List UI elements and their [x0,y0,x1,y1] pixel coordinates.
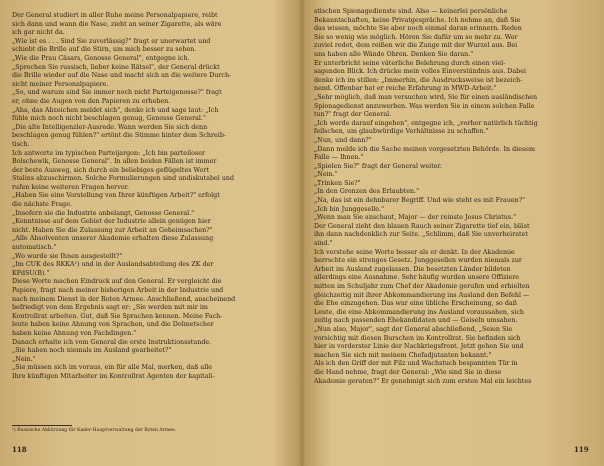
text-line: allerdings eine Ausnahme. Sehr häufig wurden unsere Offiziere [314,274,520,282]
text-line: KPdSU(B)." [12,269,50,277]
text-line: „Trinken Sie?" [314,179,361,187]
text-line: Er unterbricht seine väterliche Belehrung durch einen viel- [314,59,506,67]
text-line: rufen keine weiteren Fragen hervor. [12,183,129,191]
right-page [302,0,604,466]
text-line: beschlagen genug fühlen?" ertönt die Stimme hinter dem Schreib- [12,132,227,140]
text-line: Bekanntschaften, keine Privatgespräche. Ich nehme an, daß Sie [314,16,521,24]
text-line: „Ich werde darauf eingehen", entgegne ich, „vorher natürlich tüchtig [314,119,538,127]
text-line: „Nun, und dann?" [314,136,372,144]
text-line: Kontrollrat arbeiten. Gut, daß Sie Sprachen kennen. Meine Fach- [12,312,223,320]
text-line: „So, und warum sind Sie immer noch nicht Parteigenosse?" fragt [12,89,222,97]
text-line: „In den Grenzen des Erlaubten." [314,188,419,196]
text-line: „Ich bin Junggeselle." [314,205,384,213]
text-line: die Brille wieder auf die Nase und macht sich an die weitere Durch- [12,72,232,80]
text-line: „Dann melde ich die Sache meinen vorgesetzten Behörde. In diesem [314,145,536,153]
text-line: mitten im Schuljahr zum Chef der Akademie gerufen und erhielten [314,283,530,290]
text-line: nend. Offenbar hat er reiche Erfahrung in MWD-Arbeit." [314,85,497,93]
text-line: er, ohne die Augen von den Papieren zu erheben. [12,97,171,105]
text-line: gleichzeitig mit ihrer Abkommandierung ins Ausland den Befehl — [314,291,530,299]
text-line: „Wie die Prau Cäsars, Genosse General", entgegne ich. [12,54,190,62]
text-line: haben keine Ahnung von Fachdingen." [12,329,137,337]
text-line: Akademie geraten?" Er genehmigt sich zum ersten Mal ein leichtes [314,377,532,385]
text-line: feilschen, um glaubwürdige Verhältnisse zu schaffen." [314,128,489,136]
text-line: vorsichtig mit diesen Burschen im Kontrollrat. Sie befinden sich [314,334,521,342]
text-line: Bolschewik, Genosse General". In allen beiden Fällen ist immer [12,158,217,166]
text-line: „Wenn man Sie anschaut, Major — der reinste Jesus Christus." [314,214,517,222]
text-line: die Hand nehme, fragt der General: „Wie sind Sie in diese [314,368,502,376]
text-line: Ihre künftigen Mitarbeiter im Kontrollrat Agenten der kapitali- [12,372,215,380]
text-line: nicht. Haben Sie die Zulassung zur Arbeit an Geheimsachen?" [12,226,213,234]
text-line: Leute, die eine Abkommandierung ins Ausland voraussahen, sich [314,308,524,316]
text-line: Als ich den Griff der mit Filz und Wachstuch bespannten Tür in [314,360,518,368]
text-line: „Sie haben noch niemals im Ausland gearbeitet?" [12,347,172,355]
text-line: ihn dann nachdenklich zur Seite. „Schlimm, daß Sie unverheiratet [314,231,528,239]
text-line: die Ehe einzugehen. Das war eine übliche Erscheinung, so daß [314,300,517,308]
text-line: „Alle Absolventen unserer Akademie erhalten diese Zulassung [12,235,214,243]
text-line: automatisch." [12,244,57,252]
text-line: Diese Worte machen Eindruck auf den General. Er vergleicht die [12,278,222,286]
text-line: Der General studiert in aller Ruhe meine Personalpapiere, reibt [12,12,218,19]
text-line: die nächste Frage. [12,201,72,209]
text-line: uns haben alle Wände Ohren. Denken Sie daran." [314,50,474,58]
text-line: schiebt die Brille auf die Stirn, um mich besser zu sehen. [12,46,197,54]
text-line: machen Sie sich mit meinem Chefadjutanten bekannt." [314,351,492,359]
text-line: der beste Ausweg, sich durch ein beliebiges geflügeltes Wort [12,166,209,174]
right-page-body [314,8,588,386]
text-line: Ich antworte im typischen Parteijargon: „Ich bin parteiloser [12,149,205,157]
text-line: leute haben keine Ahnung von Sprachen, und die Dolmetscher [12,321,214,329]
footnote: ¹) Russische Abkürzung für Kader-Hauptverwaltung der Roten Armee. [12,428,177,433]
text-line: ich gar nicht da. [12,29,65,37]
text-line: „Sprechen Sie russisch, lieber keine Rätsel", der General drückt [12,63,220,71]
text-line: Papiere, fragt nach meiner bisherigen Arbeit in der Industrie und [12,287,224,294]
text-line: „Aha, das Abzeichen meldet sich", denke ich und sage laut: „Ich [12,106,219,114]
text-line: „Wo wurde sie Ihnen ausgestellt?" [12,252,123,260]
text-line: „Nun also, Major", sagt der General abschließend, „Seien Sie [314,325,513,333]
text-line: Danach erhalte ich vom General die erste Instruktionsstunde. [12,338,212,346]
text-line: hier in vorderster Linie der Nachkriegsfront. Jetzt gehen Sie und [314,343,524,351]
text-line: sicht meiner Personalpapiere. [12,80,109,88]
text-line: sich dann und wann die Nase, zieht an seiner Zigarette, als wäre [12,20,222,28]
text-line: „Sie müssen sich im voraus, ein für alle Mal, merken, daß alle [12,364,213,372]
text-line: „Nein." [12,355,36,363]
text-line: Der General zieht den blauen Rauch seiner Zigarette tief ein, bläst [314,222,530,230]
text-line: herrschte ein strenges Gesetz. Junggesellen wurden niemals zur [314,257,522,265]
page-number-left: 118 [12,445,27,454]
text-line: tun?" fragt der General. [314,111,392,119]
text-line: Arbeit im Ausland zugelassen. Die besetzten Länder bildeten [314,265,511,273]
text-line: „Na, das ist ein dehnbarer Begriff. Und wie steht es mit Frauen?" [314,197,526,205]
text-line: „Die alte Intelligenzler-Ausrede. Wann werden Sie sich denn [12,123,208,131]
text-line: Spionagedienst anzuwerben. Was werden Sie in einem solchen Falle [314,102,535,110]
left-page-body [12,12,290,382]
text-line: sagenden Blick. Ich drücke mein volles Einverständnis aus. Dabei [314,68,527,76]
text-line: stischen Spionagedienste sind. Also — keinerlei persönliche [314,8,508,15]
text-line: Ich verstehe seine Worte besser als er denkt. In der Akademie [314,248,515,256]
text-line: „Haben Sie eine Vorstellung von Ihrer künftigen Arbeit?" erfolgt [12,192,220,200]
text-line: befriedigt von dem Ergebnis sagt er: „Sie werden mit mir im [12,304,208,312]
text-line: „Insofern sie die Industrie anbelangt, Genosse General." [12,209,195,217]
text-line: nach meinem Dienst in der Roten Armee. Anschließend, anscheinend [12,295,236,303]
page-number-right: 119 [574,445,589,454]
text-line: sind." [314,240,333,248]
text-line: denke ich im stillen: „Immerhin, die Ausdrucksweise ist bezeich- [314,76,523,84]
text-line: zeitig nach passenden Ehekandidaten und — Geiseln umsahen. [314,317,518,325]
text-line: Sie so wenig wie möglich. Hören Sie dafür um so mehr zu. Wer [314,33,518,41]
text-line: zuviel redet, dem reißen wir die Zunge mit der Wurzel aus. Bei [314,42,518,50]
text-line: „Im CUK des RKKA¹) und in der Auslandsabteilung des ZK der [12,261,214,269]
text-line: „Spielen Sie?" fragt der General weiter. [314,162,442,170]
text-line: „Sehr möglich, daß man versuchen wird, Sie für einen ausländischen [314,93,538,101]
text-line: fühle mich noch nicht beschlagen genug, Genosse General." [12,115,206,123]
text-line: „Wie ist es . . . Sind Sie zuverlässig?" fragt er unerwartet und [12,37,211,45]
text-line: „Nein." [314,171,338,179]
text-line: tisch. [12,140,30,148]
text-line: Falle — Ihnen." [314,154,364,162]
text-line: Stalins abzuschirmen. Solche Formulierungen sind undiskutabel und [12,175,235,183]
text-line: „Kenntnisse auf dem Gebiet der Industrie allein genügen hier [12,218,211,226]
text-line: das wissen, möchte Sie aber noch einmal daran erinnern. Reden [314,25,522,33]
footnote-rule [12,425,72,426]
